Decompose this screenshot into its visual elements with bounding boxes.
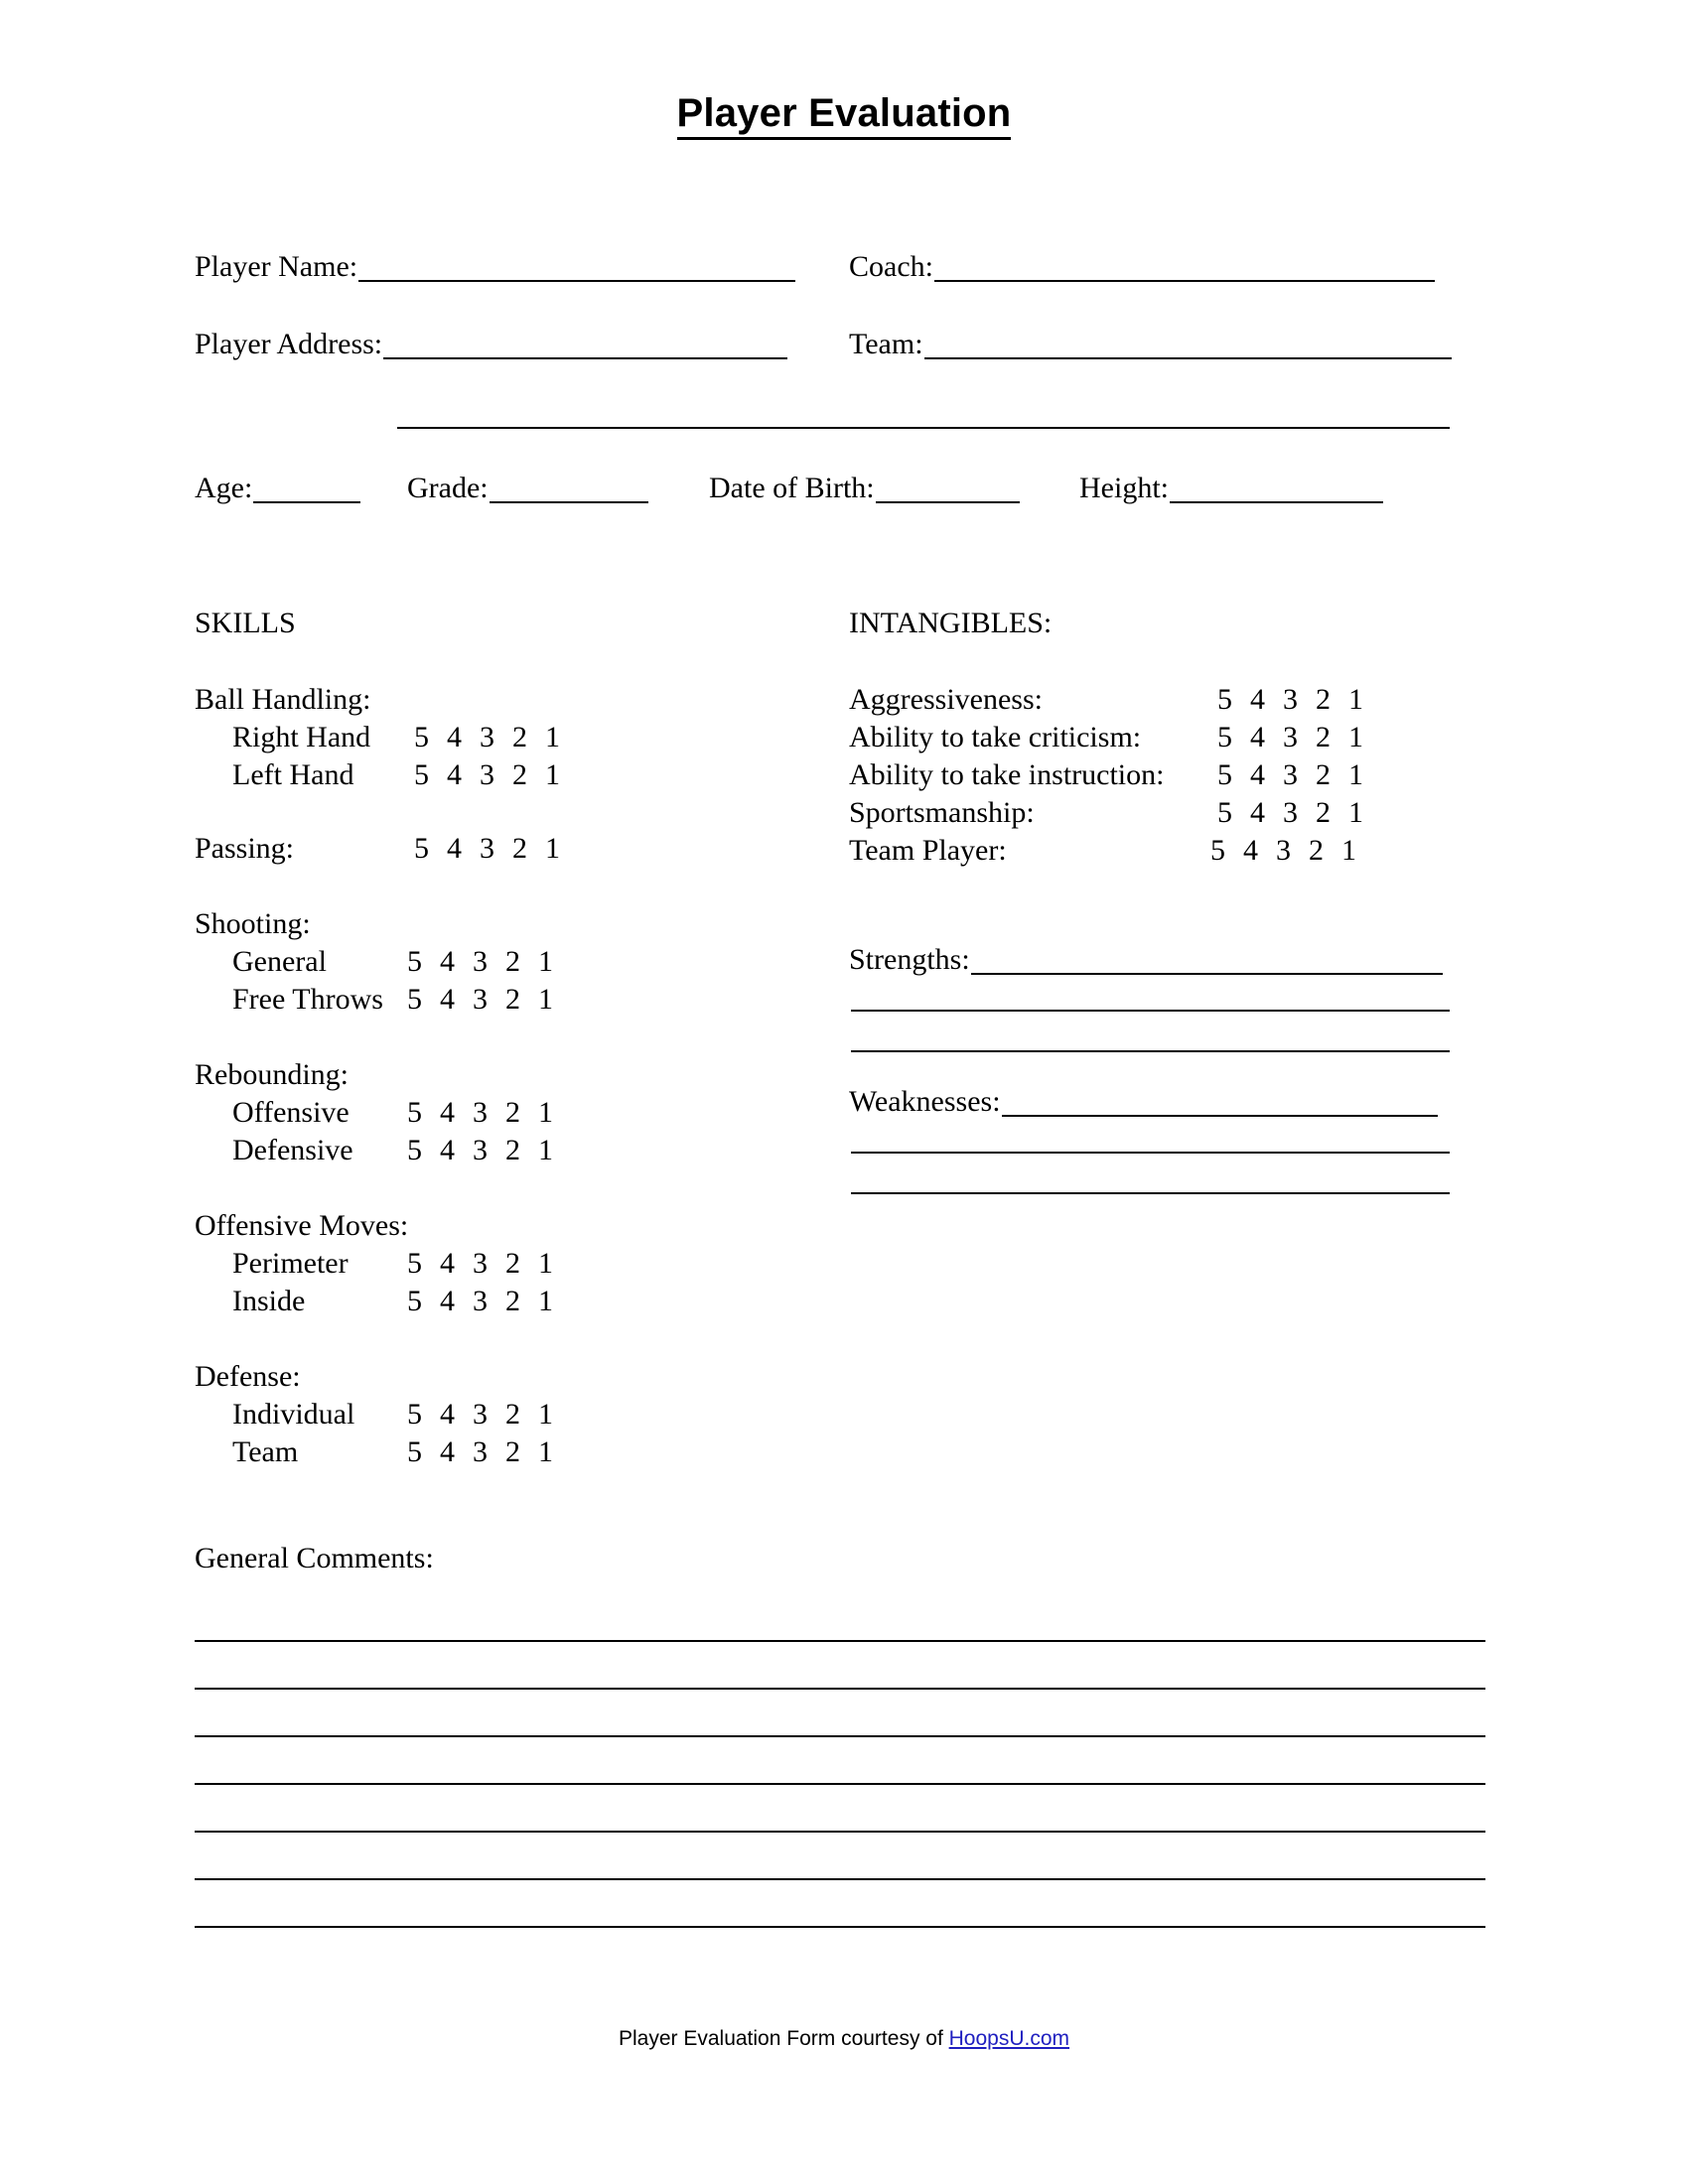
group-title: Offensive Moves: xyxy=(195,1209,409,1242)
skills-heading: SKILLS xyxy=(195,607,296,639)
rating-scale[interactable] xyxy=(398,1098,562,1128)
rating-1[interactable]: 1 xyxy=(1348,758,1363,791)
height-input[interactable] xyxy=(1170,476,1383,503)
rating-5[interactable]: 5 xyxy=(407,1398,422,1431)
group-title: Ball Handling: xyxy=(195,683,371,716)
strengths-input[interactable] xyxy=(971,947,1443,975)
rating-4[interactable]: 4 xyxy=(440,1134,455,1166)
rating-5[interactable]: 5 xyxy=(1217,758,1232,791)
rating-3[interactable]: 3 xyxy=(1283,796,1298,829)
rating-2[interactable]: 2 xyxy=(505,1096,520,1129)
team-input[interactable] xyxy=(924,332,1452,359)
row-label: Offensive xyxy=(232,1096,350,1129)
date-of-birth-input[interactable] xyxy=(876,476,1020,503)
rating-3[interactable]: 3 xyxy=(473,1247,488,1280)
rating-5[interactable]: 5 xyxy=(407,1247,422,1280)
rating-3[interactable]: 3 xyxy=(473,1435,488,1468)
field-weaknesses xyxy=(849,1087,1438,1117)
rating-2[interactable]: 2 xyxy=(505,1247,520,1280)
group-title: Shooting: xyxy=(195,907,311,940)
rating-2[interactable]: 2 xyxy=(512,832,527,865)
rating-scale[interactable] xyxy=(398,1287,562,1316)
age-label: Age: xyxy=(195,472,253,504)
field-player-address xyxy=(195,330,787,359)
rating-scale[interactable] xyxy=(405,834,569,864)
rating-4[interactable]: 4 xyxy=(1250,721,1265,753)
rating-1[interactable]: 1 xyxy=(1348,721,1363,753)
rating-scale[interactable] xyxy=(398,1437,562,1467)
rating-1[interactable]: 1 xyxy=(538,1398,553,1431)
row-label: Team Player: xyxy=(849,834,1007,867)
footer-text: Player Evaluation Form courtesy of xyxy=(618,2027,949,2050)
rating-scale[interactable] xyxy=(1208,760,1372,790)
rating-2[interactable]: 2 xyxy=(1316,683,1331,716)
field-date-of-birth xyxy=(709,474,1020,503)
rating-4[interactable]: 4 xyxy=(440,945,455,978)
rating-5[interactable]: 5 xyxy=(407,1285,422,1317)
comment-line-7[interactable] xyxy=(195,1926,1485,1928)
row-label: Passing: xyxy=(195,832,295,865)
player-address-line-2[interactable] xyxy=(397,427,1450,429)
row-label: Defensive xyxy=(232,1134,353,1166)
height-label: Height: xyxy=(1079,472,1169,504)
field-age xyxy=(195,474,360,503)
grade-label: Grade: xyxy=(407,472,489,504)
rating-2[interactable]: 2 xyxy=(505,1134,520,1166)
rating-4[interactable]: 4 xyxy=(1250,758,1265,791)
rating-scale[interactable] xyxy=(398,1400,562,1430)
rating-1[interactable]: 1 xyxy=(538,1435,553,1468)
comment-line-6[interactable] xyxy=(195,1878,1485,1880)
rating-5[interactable]: 5 xyxy=(407,1096,422,1129)
rating-scale[interactable] xyxy=(405,760,569,790)
rating-2[interactable]: 2 xyxy=(1316,796,1331,829)
rating-2[interactable]: 2 xyxy=(505,1285,520,1317)
rating-scale[interactable] xyxy=(1201,836,1365,866)
row-label: General xyxy=(232,945,327,978)
rating-4[interactable]: 4 xyxy=(440,1247,455,1280)
rating-2[interactable]: 2 xyxy=(505,945,520,978)
rating-2[interactable]: 2 xyxy=(512,721,527,753)
rating-5[interactable]: 5 xyxy=(407,1435,422,1468)
rating-1[interactable]: 1 xyxy=(538,983,553,1016)
group-title: Defense: xyxy=(195,1360,301,1393)
rating-3[interactable]: 3 xyxy=(480,832,494,865)
rating-4[interactable]: 4 xyxy=(447,721,462,753)
comment-line-1[interactable] xyxy=(195,1640,1485,1642)
rating-4[interactable]: 4 xyxy=(447,758,462,791)
age-input[interactable] xyxy=(253,476,360,503)
rating-4[interactable]: 4 xyxy=(440,1398,455,1431)
rating-5[interactable]: 5 xyxy=(1217,796,1232,829)
rating-3[interactable]: 3 xyxy=(1283,683,1298,716)
rating-scale[interactable] xyxy=(398,1249,562,1279)
rating-3[interactable]: 3 xyxy=(473,1285,488,1317)
row-label: Perimeter xyxy=(232,1247,349,1280)
strengths-line-2[interactable] xyxy=(851,1010,1450,1012)
rating-3[interactable]: 3 xyxy=(480,758,494,791)
rating-2[interactable]: 2 xyxy=(1316,758,1331,791)
rating-4[interactable]: 4 xyxy=(1243,834,1258,867)
row-label: Team xyxy=(232,1435,299,1468)
hoopsu-link[interactable]: HoopsU.com xyxy=(948,2027,1070,2050)
rating-5[interactable]: 5 xyxy=(1217,683,1232,716)
player-address-label: Player Address: xyxy=(195,328,383,360)
rating-1[interactable]: 1 xyxy=(538,1247,553,1280)
comment-line-2[interactable] xyxy=(195,1688,1485,1690)
rating-1[interactable]: 1 xyxy=(538,1096,553,1129)
rating-scale[interactable] xyxy=(1208,685,1372,715)
rating-4[interactable]: 4 xyxy=(1250,796,1265,829)
rating-1[interactable]: 1 xyxy=(545,832,560,865)
player-address-input[interactable] xyxy=(383,332,787,359)
rating-3[interactable]: 3 xyxy=(480,721,494,753)
rating-5[interactable]: 5 xyxy=(407,983,422,1016)
rating-scale[interactable] xyxy=(1208,798,1372,828)
grade-input[interactable] xyxy=(490,476,648,503)
rating-1[interactable]: 1 xyxy=(545,721,560,753)
row-label: Sportsmanship: xyxy=(849,796,1035,829)
weaknesses-line-2[interactable] xyxy=(851,1152,1450,1154)
rating-4[interactable]: 4 xyxy=(447,832,462,865)
rating-3[interactable]: 3 xyxy=(473,983,488,1016)
field-height xyxy=(1079,474,1383,503)
rating-5[interactable]: 5 xyxy=(414,758,429,791)
field-team xyxy=(849,330,1452,359)
row-label: Left Hand xyxy=(232,758,354,791)
field-grade xyxy=(407,474,648,503)
rating-4[interactable]: 4 xyxy=(440,1096,455,1129)
weaknesses-line-3[interactable] xyxy=(851,1192,1450,1194)
rating-3[interactable]: 3 xyxy=(473,1134,488,1166)
rating-1[interactable]: 1 xyxy=(1348,683,1363,716)
player-name-label: Player Name: xyxy=(195,250,358,283)
rating-1[interactable]: 1 xyxy=(1341,834,1356,867)
rating-4[interactable]: 4 xyxy=(440,983,455,1016)
row-label: Inside xyxy=(232,1285,306,1317)
field-player-name xyxy=(195,252,795,282)
strengths-label: Strengths: xyxy=(849,943,970,976)
page-title: Player Evaluation xyxy=(677,91,1012,140)
row-label: Individual xyxy=(232,1398,355,1431)
coach-input[interactable] xyxy=(934,254,1435,282)
rating-3[interactable]: 3 xyxy=(1276,834,1291,867)
rating-2[interactable]: 2 xyxy=(505,1435,520,1468)
rating-scale[interactable] xyxy=(405,723,569,752)
rating-2[interactable]: 2 xyxy=(505,983,520,1016)
rating-4[interactable]: 4 xyxy=(440,1285,455,1317)
page-title-container xyxy=(0,91,1688,140)
strengths-line-3[interactable] xyxy=(851,1050,1450,1052)
general-comments-label: General Comments: xyxy=(195,1542,434,1574)
rating-3[interactable]: 3 xyxy=(1283,758,1298,791)
rating-4[interactable]: 4 xyxy=(1250,683,1265,716)
rating-3[interactable]: 3 xyxy=(473,945,488,978)
rating-1[interactable]: 1 xyxy=(538,1134,553,1166)
rating-scale[interactable] xyxy=(1208,723,1372,752)
rating-1[interactable]: 1 xyxy=(538,1285,553,1317)
rating-3[interactable]: 3 xyxy=(473,1398,488,1431)
field-strengths xyxy=(849,945,1443,975)
coach-label: Coach: xyxy=(849,250,933,283)
comment-line-4[interactable] xyxy=(195,1783,1485,1785)
rating-3[interactable]: 3 xyxy=(473,1096,488,1129)
row-label: Ability to take criticism: xyxy=(849,721,1142,753)
intangibles-heading: INTANGIBLES: xyxy=(849,607,1053,639)
rating-1[interactable]: 1 xyxy=(1348,796,1363,829)
rating-5[interactable]: 5 xyxy=(407,1134,422,1166)
rating-5[interactable]: 5 xyxy=(407,945,422,978)
rating-scale[interactable] xyxy=(398,947,562,977)
weaknesses-label: Weaknesses: xyxy=(849,1085,1001,1118)
rating-2[interactable]: 2 xyxy=(1309,834,1324,867)
field-coach xyxy=(849,252,1435,282)
rating-3[interactable]: 3 xyxy=(1283,721,1298,753)
row-label: Ability to take instruction: xyxy=(849,758,1165,791)
row-label: Aggressiveness: xyxy=(849,683,1043,716)
comment-line-5[interactable] xyxy=(195,1831,1485,1833)
rating-1[interactable]: 1 xyxy=(545,758,560,791)
rating-1[interactable]: 1 xyxy=(538,945,553,978)
rating-2[interactable]: 2 xyxy=(512,758,527,791)
rating-scale[interactable] xyxy=(398,985,562,1015)
group-title: Rebounding: xyxy=(195,1058,349,1091)
rating-5[interactable]: 5 xyxy=(414,832,429,865)
footer xyxy=(0,2027,1688,2051)
date-of-birth-label: Date of Birth: xyxy=(709,472,875,504)
rating-5[interactable]: 5 xyxy=(1217,721,1232,753)
rating-5[interactable]: 5 xyxy=(1210,834,1225,867)
row-label: Right Hand xyxy=(232,721,371,753)
rating-4[interactable]: 4 xyxy=(440,1435,455,1468)
team-label: Team: xyxy=(849,328,923,360)
rating-2[interactable]: 2 xyxy=(505,1398,520,1431)
rating-2[interactable]: 2 xyxy=(1316,721,1331,753)
weaknesses-input[interactable] xyxy=(1002,1089,1438,1117)
rating-scale[interactable] xyxy=(398,1136,562,1165)
row-label: Free Throws xyxy=(232,983,383,1016)
comment-line-3[interactable] xyxy=(195,1735,1485,1737)
rating-5[interactable]: 5 xyxy=(414,721,429,753)
player-name-input[interactable] xyxy=(358,254,795,282)
